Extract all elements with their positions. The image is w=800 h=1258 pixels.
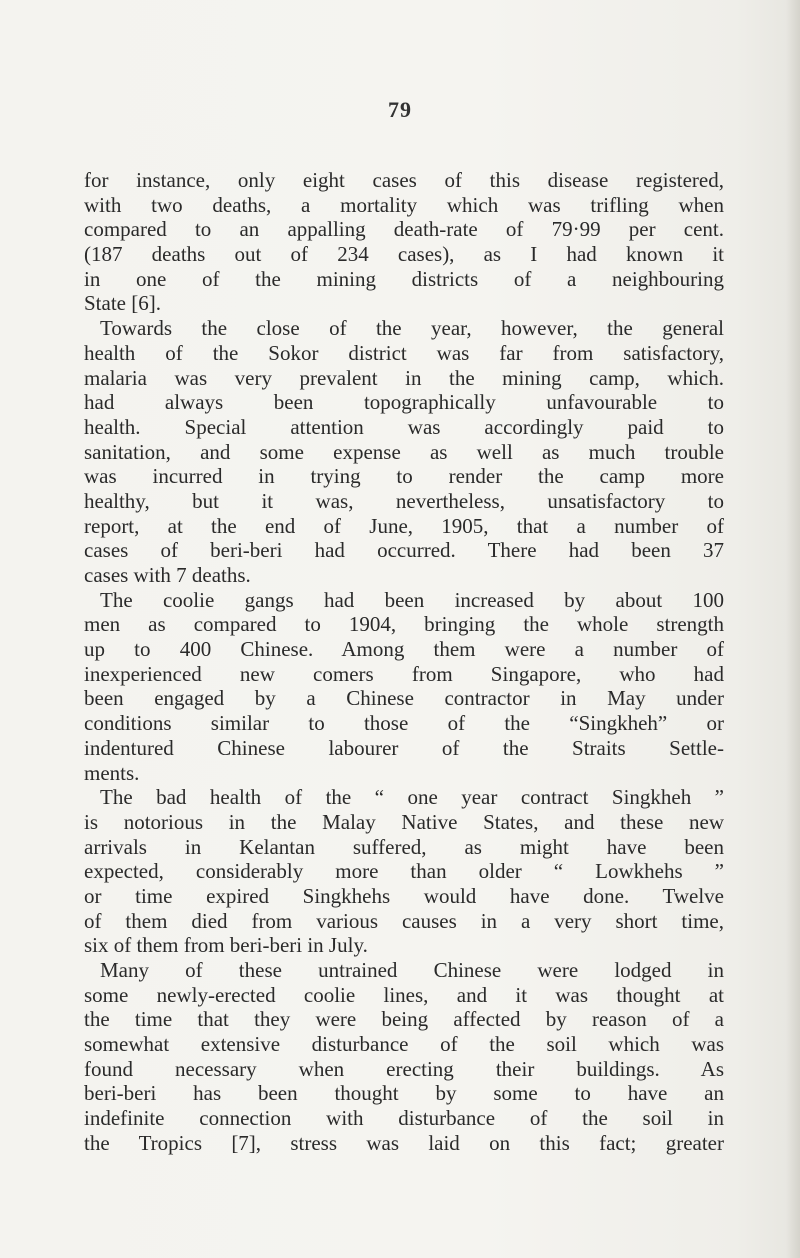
- text-line: with two deaths, a mortality which was trifling when: [84, 192, 724, 217]
- text-line: health. Special attention was accordingly paid to: [84, 414, 724, 439]
- text-line: ments.: [84, 760, 140, 785]
- text-line: Towards the close of the year, however, the general: [100, 316, 724, 341]
- text-line: or time expired Singkhehs would have done. Twelve: [84, 883, 724, 908]
- text-line: had always been topographically unfavourable to: [84, 390, 724, 415]
- text-line: The coolie gangs had been increased by about 100: [100, 587, 724, 612]
- text-line: The bad health of the “ one year contract Singkheh ”: [100, 785, 724, 810]
- text-line: been engaged by a Chinese contractor in May under: [84, 686, 724, 711]
- text-line: report, at the end of June, 1905, that a number of: [84, 513, 724, 538]
- text-line: healthy, but it was, nevertheless, unsatisfactory to: [84, 488, 724, 513]
- text-line: the Tropics [7], stress was laid on this fact; greater: [84, 1130, 724, 1155]
- text-line: some newly-erected coolie lines, and it was thought at: [84, 982, 724, 1007]
- text-line: cases of beri-beri had occurred. There had been 37: [84, 538, 724, 563]
- text-line: (187 deaths out of 234 cases), as I had known it: [84, 242, 724, 267]
- text-line: of them died from various causes in a very short time,: [84, 908, 724, 933]
- text-line: expected, considerably more than older “ Lowkhehs ”: [84, 859, 724, 884]
- text-line: men as compared to 1904, bringing the whole strength: [84, 612, 724, 637]
- text-line: somewhat extensive disturbance of the soil which was: [84, 1032, 724, 1057]
- text-line: six of them from beri-beri in July.: [84, 933, 368, 958]
- text-line: found necessary when erecting their buildings. As: [84, 1056, 724, 1081]
- text-line: the time that they were being affected by reason of a: [84, 1007, 724, 1032]
- page-number: 79: [388, 97, 412, 122]
- text-line: inexperienced new comers from Singapore, who had: [84, 661, 724, 686]
- text-line: conditions similar to those of the “Singkheh” or: [84, 711, 724, 736]
- text-line: sanitation, and some expense as well as much trouble: [84, 439, 724, 464]
- text-line: is notorious in the Malay Native States, and these new: [84, 809, 724, 834]
- text-line: State [6].: [84, 291, 161, 316]
- text-line: arrivals in Kelantan suffered, as might have been: [84, 834, 724, 859]
- text-line: Many of these untrained Chinese were lodged in: [100, 958, 724, 982]
- text-line: for instance, only eight cases of this disease registered,: [84, 168, 724, 192]
- page-edge-shadow: [786, 0, 800, 1258]
- text-line: cases with 7 deaths.: [84, 563, 251, 587]
- text-line: beri-beri has been thought by some to have an: [84, 1081, 724, 1106]
- text-line: indentured Chinese labourer of the Straits Settle-: [84, 735, 724, 760]
- text-line: was incurred in trying to render the camp more: [84, 464, 724, 489]
- text-line: malaria was very prevalent in the mining camp, which.: [84, 365, 724, 390]
- text-line: in one of the mining districts of a neighbouring: [84, 266, 724, 291]
- text-line: compared to an appalling death-rate of 79·99 per cent.: [84, 217, 724, 242]
- text-line: up to 400 Chinese. Among them were a number of: [84, 637, 724, 662]
- text-line: health of the Sokor district was far from satisfactory,: [84, 340, 724, 365]
- body-text: [84, 168, 724, 1156]
- text-line: indefinite connection with disturbance of the soil in: [84, 1106, 724, 1131]
